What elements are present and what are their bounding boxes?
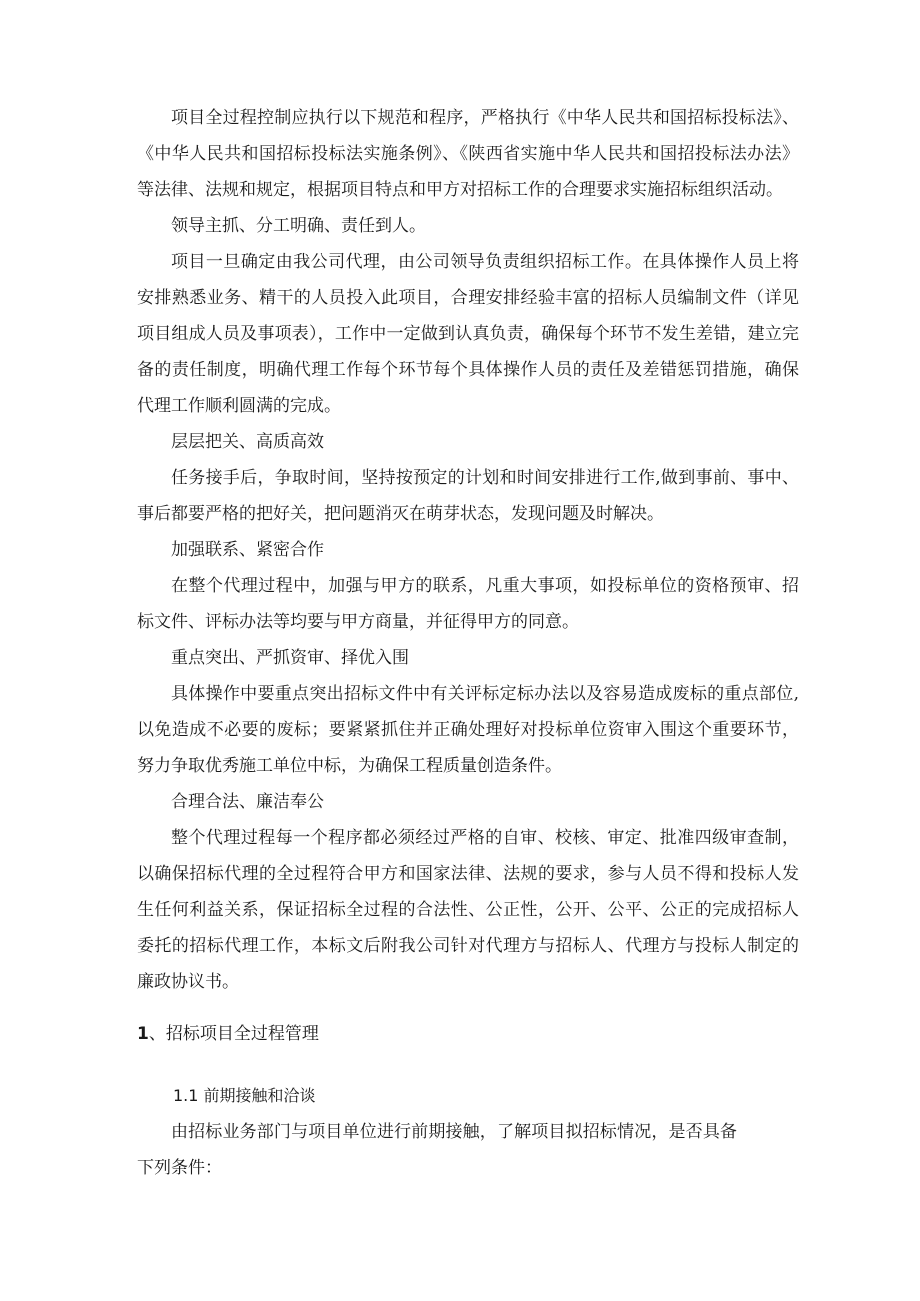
section-1-heading xyxy=(137,1016,799,1052)
section-1-number: 1 xyxy=(137,1024,149,1044)
section-1-1-heading: 1.1 前期接触和洽谈 xyxy=(173,1086,316,1105)
leadership-paragraph: 项目一旦确定由我公司代理，由公司领导负责组织招标工作。在具体操作人员上将安排熟悉业务、精干的人员投入此项目，合理安排经验丰富的招标人员编制文件（详见项目组成人员及事项表），工作中一定做到认真负责，确保每个环节不发生差错，建立完备的责任制度，明确代理工作每个环节每个具体操作人员的责任及差错惩罚措施，确保代理工作顺利圆满的完成。 xyxy=(137,252,799,416)
principle-heading-integrity: 合理合法、廉洁奉公 xyxy=(171,792,324,812)
cooperation-paragraph: 在整个代理过程中，加强与甲方的联系，凡重大事项，如投标单位的资格预审、招标文件、评标办法等均要与甲方商量，并征得甲方的同意。 xyxy=(137,576,799,632)
qualification-paragraph: 具体操作中要重点突出招标文件中有关评标定标办法以及容易造成废标的重点部位,以免造成不必要的废标；要紧紧抓住并正确处理好对投标单位资审入围这个重要环节，努力争取优秀施工单位中标，为确保工程质量创造条件。 xyxy=(137,684,799,776)
integrity-paragraph: 整个代理过程每一个程序都必须经过严格的自审、校核、审定、批准四级审查制，以确保招标代理的全过程符合甲方和国家法律、法规的要求，参与人员不得和投标人发生任何利益关系，保证招标全过程的合法性、公正性，公开、公平、公正的完成招标人委托的招标代理工作，本标文后附我公司针对代理方与招标人、代理方与投标人制定的廉政协议书。 xyxy=(137,828,799,992)
principle-heading-cooperation: 加强联系、紧密合作 xyxy=(171,540,324,560)
principle-heading-qualification: 重点突出、严抓资审、择优入围 xyxy=(171,648,409,668)
intro-paragraph: 项目全过程控制应执行以下规范和程序，严格执行《中华人民共和国招标投标法》、《中华人民共和国招标投标法实施条例》、《陕西省实施中华人民共和国招投标法办法》等法律、法规和规定，根据项目特点和甲方对招标工作的合理要求实施招标组织活动。 xyxy=(137,108,799,200)
principle-heading-quality: 层层把关、高质高效 xyxy=(171,432,324,452)
principle-heading-leadership: 领导主抓、分工明确、责任到人。 xyxy=(171,216,426,236)
pre-contact-paragraph: 由招标业务部门与项目单位进行前期接触，了解项目拟招标情况，是否具备下列条件： xyxy=(137,1122,737,1178)
section-1-title: 、招标项目全过程管理 xyxy=(148,1024,319,1044)
quality-paragraph: 任务接手后，争取时间，坚持按预定的计划和时间安排进行工作,做到事前、事中、事后都要严格的把好关，把问题消灭在萌芽状态，发现问题及时解决。 xyxy=(137,468,799,524)
document-page xyxy=(137,100,799,1186)
